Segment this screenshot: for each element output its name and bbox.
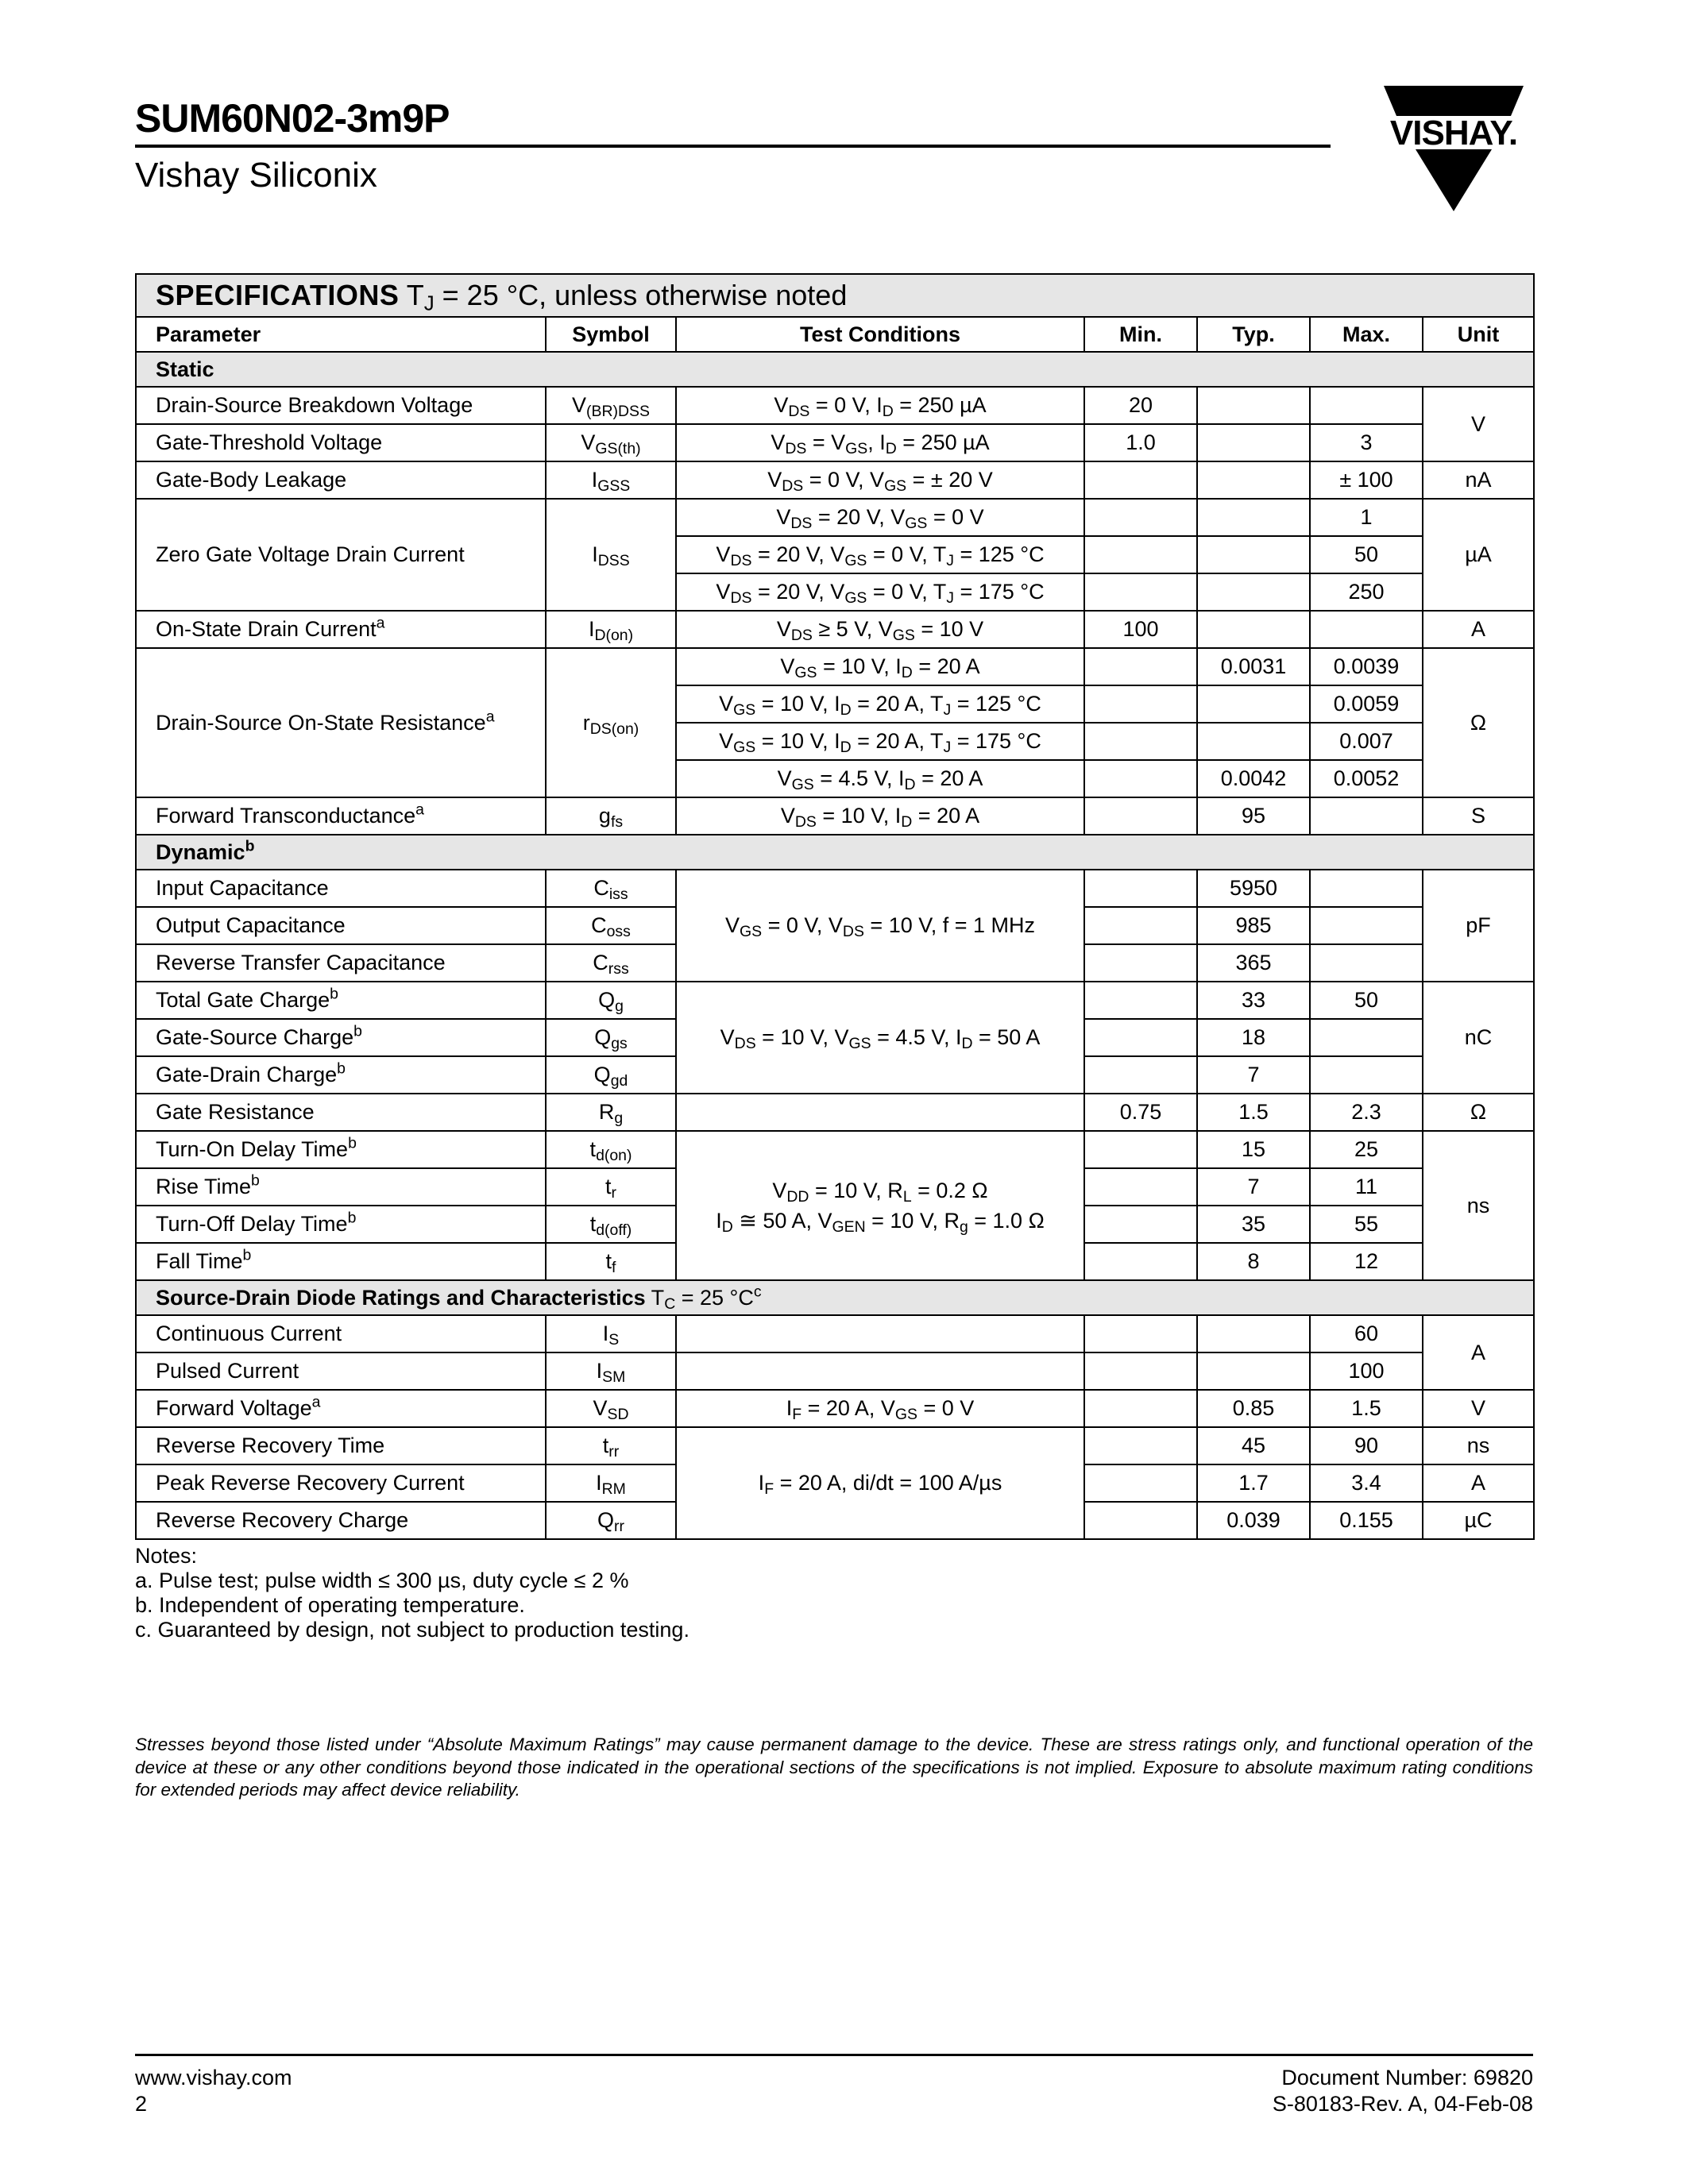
- table-cell: $V_{DD} = 10$ V, $R_L = 0.2$ Ω $I_D$ ≅ 50 A, $V_{GEN} = 10$ V, $R_g = 1.0$ Ω: [676, 1131, 1084, 1280]
- table-cell: $V_{GS} = 10$ V, $I_D = 20$ A, $T_J = 175$ °C: [676, 723, 1084, 760]
- table-cell: [1084, 1352, 1197, 1390]
- table-cell: 250: [1310, 573, 1423, 611]
- table-cell: [1310, 944, 1423, 982]
- table-cell: 90: [1310, 1427, 1423, 1464]
- table-cell: [1197, 573, 1310, 611]
- table-cell: 25: [1310, 1131, 1423, 1168]
- table-cell: $V_{SD}$: [546, 1390, 676, 1427]
- table-cell: pF: [1423, 870, 1534, 982]
- table-cell: 1.5: [1197, 1094, 1310, 1131]
- col-test-conditions: Test Conditions: [676, 317, 1084, 352]
- table-cell: Static: [136, 352, 1534, 387]
- table-cell: [1084, 723, 1197, 760]
- table-cell: Dynamic$^b$: [136, 835, 1534, 870]
- table-row: [136, 1390, 1534, 1427]
- table-cell: [1084, 648, 1197, 685]
- table-cell: Turn-Off Delay Time$^b$: [136, 1206, 546, 1243]
- note-a: a. Pulse test; pulse width ≤ 300 µs, duty cycle ≤ 2 %: [135, 1569, 629, 1592]
- table-cell: $V_{DS} = 0$ V, $V_{GS}$ = ± 20 V: [676, 461, 1084, 499]
- footer-left: [135, 2065, 292, 2117]
- table-cell: 7: [1197, 1056, 1310, 1094]
- table-cell: $V_{DS} = 20$ V, $V_{GS} = 0$ V: [676, 499, 1084, 536]
- table-cell: [1084, 1390, 1197, 1427]
- table-cell: [1197, 685, 1310, 723]
- table-cell: $Q_g$: [546, 982, 676, 1019]
- table-cell: 1.7: [1197, 1464, 1310, 1502]
- table-cell: Forward Transconductance$^a$: [136, 797, 546, 835]
- table-cell: [1197, 1352, 1310, 1390]
- table-cell: [1084, 1206, 1197, 1243]
- table-row: [136, 870, 1534, 907]
- table-cell: $Q_{rr}$: [546, 1502, 676, 1539]
- table-cell: [1310, 387, 1423, 424]
- table-cell: 0.0059: [1310, 685, 1423, 723]
- table-cell: [1084, 536, 1197, 573]
- notes: [135, 1544, 689, 1642]
- table-cell: [1084, 461, 1197, 499]
- table-cell: [1084, 797, 1197, 835]
- table-title: SPECIFICATIONS $T_J = 25$ °C, unless otherwise noted: [136, 274, 1534, 317]
- table-cell: $C_{oss}$: [546, 907, 676, 944]
- table-cell: $t_{d(off)}$: [546, 1206, 676, 1243]
- company-name: Vishay Siliconix: [135, 156, 377, 195]
- table-cell: $V_{GS} = 0$ V, $V_{DS} = 10$ V, f = 1 MHz: [676, 870, 1084, 982]
- table-cell: [1084, 1056, 1197, 1094]
- website-link[interactable]: www.vishay.com: [135, 2066, 292, 2089]
- table-row: [136, 1315, 1534, 1352]
- table-cell: 3: [1310, 424, 1423, 461]
- table-cell: 18: [1197, 1019, 1310, 1056]
- table-cell: [1197, 1315, 1310, 1352]
- table-cell: [1197, 723, 1310, 760]
- table-cell: $C_{rss}$: [546, 944, 676, 982]
- table-cell: 0.0031: [1197, 648, 1310, 685]
- table-cell: V: [1423, 387, 1534, 461]
- table-cell: Turn-On Delay Time$^b$: [136, 1131, 546, 1168]
- table-cell: Drain-Source On-State Resistance$^a$: [136, 648, 546, 797]
- table-cell: 11: [1310, 1168, 1423, 1206]
- section-dynamic: [136, 835, 1534, 870]
- table-cell: Fall Time$^b$: [136, 1243, 546, 1280]
- table-cell: 50: [1310, 982, 1423, 1019]
- table-cell: [1310, 870, 1423, 907]
- specifications-table: [135, 273, 1535, 1540]
- table-cell: 0.0052: [1310, 760, 1423, 797]
- table-cell: Source-Drain Diode Ratings and Characteristics $T_C = 25$ $^\circ C^c$: [136, 1280, 1534, 1315]
- table-cell: [1084, 760, 1197, 797]
- table-cell: [1310, 907, 1423, 944]
- table-cell: $R_g$: [546, 1094, 676, 1131]
- specifications-table-wrap: [135, 273, 1533, 1540]
- note-b: b. Independent of operating temperature.: [135, 1593, 525, 1617]
- table-cell: 33: [1197, 982, 1310, 1019]
- table-cell: [1084, 870, 1197, 907]
- table-row: [136, 1131, 1534, 1168]
- table-cell: Total Gate Charge$^b$: [136, 982, 546, 1019]
- table-row: [136, 1094, 1534, 1131]
- table-cell: $V_{DS} = V_{GS}$, $I_D = 250$ µA: [676, 424, 1084, 461]
- table-cell: A: [1423, 611, 1534, 648]
- table-cell: 100: [1084, 611, 1197, 648]
- table-cell: ns: [1423, 1131, 1534, 1280]
- table-cell: 0.039: [1197, 1502, 1310, 1539]
- part-number: SUM60N02-3m9P: [135, 96, 450, 141]
- table-title-row: [136, 274, 1534, 317]
- table-cell: [1197, 461, 1310, 499]
- table-cell: [1197, 387, 1310, 424]
- document-number: Document Number: 69820: [1281, 2066, 1533, 2089]
- table-cell: 15: [1197, 1131, 1310, 1168]
- table-cell: 20: [1084, 387, 1197, 424]
- table-cell: 985: [1197, 907, 1310, 944]
- table-cell: [1197, 499, 1310, 536]
- table-cell: 0.0042: [1197, 760, 1310, 797]
- table-cell: $V_{DS} = 0$ V, $I_D = 250$ µA: [676, 387, 1084, 424]
- table-cell: [1310, 611, 1423, 648]
- table-cell: On-State Drain Current$^a$: [136, 611, 546, 648]
- table-row: [136, 1427, 1534, 1464]
- header-rule: [135, 145, 1331, 148]
- table-cell: $V_{GS} = 10$ V, $I_D = 20$ A: [676, 648, 1084, 685]
- table-cell: [1084, 982, 1197, 1019]
- table-cell: $I_{D(on)}$: [546, 611, 676, 648]
- table-cell: 55: [1310, 1206, 1423, 1243]
- table-cell: 2.3: [1310, 1094, 1423, 1131]
- table-cell: 0.007: [1310, 723, 1423, 760]
- table-cell: $I_F = 20$ A, di/dt = 100 A/µs: [676, 1427, 1084, 1539]
- col-symbol: Symbol: [546, 317, 676, 352]
- table-cell: $t_r$: [546, 1168, 676, 1206]
- table-cell: $I_S$: [546, 1315, 676, 1352]
- table-cell: $C_{iss}$: [546, 870, 676, 907]
- table-row: [136, 611, 1534, 648]
- table-cell: [676, 1352, 1084, 1390]
- logo-text: VISHAY.: [1389, 114, 1518, 152]
- table-cell: nA: [1423, 461, 1534, 499]
- table-cell: 12: [1310, 1243, 1423, 1280]
- table-cell: [1310, 797, 1423, 835]
- table-row: [136, 499, 1534, 536]
- table-cell: 100: [1310, 1352, 1423, 1390]
- table-cell: [1084, 499, 1197, 536]
- table-cell: $I_{RM}$: [546, 1464, 676, 1502]
- table-cell: A: [1423, 1315, 1534, 1390]
- table-cell: [1310, 1019, 1423, 1056]
- table-cell: 5950: [1197, 870, 1310, 907]
- table-cell: Output Capacitance: [136, 907, 546, 944]
- table-cell: µC: [1423, 1502, 1534, 1539]
- table-row: [136, 797, 1534, 835]
- col-typ: Typ.: [1197, 317, 1310, 352]
- table-cell: $V_{DS} = 20$ V, $V_{GS} = 0$ V, $T_J = 175$ °C: [676, 573, 1084, 611]
- table-cell: [1084, 1131, 1197, 1168]
- table-row: [136, 1352, 1534, 1390]
- table-cell: Reverse Recovery Charge: [136, 1502, 546, 1539]
- table-cell: 0.0039: [1310, 648, 1423, 685]
- table-cell: [1084, 907, 1197, 944]
- table-cell: ± 100: [1310, 461, 1423, 499]
- table-cell: 60: [1310, 1315, 1423, 1352]
- table-cell: [1084, 1502, 1197, 1539]
- table-cell: [1197, 611, 1310, 648]
- table-cell: $V_{(BR)DSS}$: [546, 387, 676, 424]
- table-cell: ns: [1423, 1427, 1534, 1464]
- table-cell: $t_{d(on)}$: [546, 1131, 676, 1168]
- table-cell: 7: [1197, 1168, 1310, 1206]
- section-static: [136, 352, 1534, 387]
- table-cell: nC: [1423, 982, 1534, 1094]
- table-cell: $Q_{gs}$: [546, 1019, 676, 1056]
- col-max: Max.: [1310, 317, 1423, 352]
- table-cell: Gate Resistance: [136, 1094, 546, 1131]
- table-cell: V: [1423, 1390, 1534, 1427]
- table-cell: Rise Time$^b$: [136, 1168, 546, 1206]
- table-cell: $I_{GSS}$: [546, 461, 676, 499]
- table-header-row: [136, 317, 1534, 352]
- table-cell: 8: [1197, 1243, 1310, 1280]
- table-row: [136, 424, 1534, 461]
- table-cell: 1.5: [1310, 1390, 1423, 1427]
- table-cell: $V_{GS(th)}$: [546, 424, 676, 461]
- section-diode: [136, 1280, 1534, 1315]
- table-cell: Gate-Threshold Voltage: [136, 424, 546, 461]
- vishay-logo: [1374, 84, 1533, 216]
- table-cell: Ω: [1423, 648, 1534, 797]
- table-cell: [1084, 1019, 1197, 1056]
- table-cell: 0.85: [1197, 1390, 1310, 1427]
- table-cell: A: [1423, 1464, 1534, 1502]
- table-cell: 1: [1310, 499, 1423, 536]
- table-cell: S: [1423, 797, 1534, 835]
- table-cell: Reverse Transfer Capacitance: [136, 944, 546, 982]
- table-row: [136, 461, 1534, 499]
- table-cell: $V_{DS} = 10$ V, $I_D = 20$ A: [676, 797, 1084, 835]
- stress-disclaimer: Stresses beyond those listed under “Absolute Maximum Ratings” may cause permanent damage to the device. These are stress ratings only, and functional operation of the device at these or any other conditions beyond those indicated in the operational sections of the specifications is not implied. Exposure to absolute maximum rating conditions for extended periods may affect device reliability.: [135, 1734, 1533, 1800]
- table-cell: Drain-Source Breakdown Voltage: [136, 387, 546, 424]
- table-cell: $t_{rr}$: [546, 1427, 676, 1464]
- table-cell: [1084, 1427, 1197, 1464]
- table-cell: [1084, 1464, 1197, 1502]
- table-cell: $I_{SM}$: [546, 1352, 676, 1390]
- table-cell: Forward Voltage$^a$: [136, 1390, 546, 1427]
- table-cell: Pulsed Current: [136, 1352, 546, 1390]
- table-cell: [1084, 685, 1197, 723]
- table-cell: 50: [1310, 536, 1423, 573]
- footer-right: [1273, 2065, 1533, 2117]
- table-cell: 0.155: [1310, 1502, 1423, 1539]
- table-cell: 1.0: [1084, 424, 1197, 461]
- table-cell: $V_{DS} \ge 5$ V, $V_{GS} = 10$ V: [676, 611, 1084, 648]
- table-cell: Gate-Drain Charge$^b$: [136, 1056, 546, 1094]
- table-row: [136, 387, 1534, 424]
- table-cell: 365: [1197, 944, 1310, 982]
- table-cell: $I_{DSS}$: [546, 499, 676, 611]
- table-cell: $I_F = 20$ A, $V_{GS} = 0$ V: [676, 1390, 1084, 1427]
- table-row: [136, 982, 1534, 1019]
- note-c: c. Guaranteed by design, not subject to production testing.: [135, 1618, 689, 1642]
- table-cell: [1084, 573, 1197, 611]
- table-cell: Gate-Body Leakage: [136, 461, 546, 499]
- table-cell: $T_J = 25$ °C, unless otherwise noted: [399, 279, 848, 315]
- table-cell: [1197, 536, 1310, 573]
- table-cell: [676, 1315, 1084, 1352]
- table-cell: Reverse Recovery Time: [136, 1427, 546, 1464]
- table-cell: [1310, 1056, 1423, 1094]
- table-cell: $V_{GS} = 4.5$ V, $I_D = 20$ A: [676, 760, 1084, 797]
- table-cell: 45: [1197, 1427, 1310, 1464]
- table-cell: 35: [1197, 1206, 1310, 1243]
- col-unit: Unit: [1423, 317, 1534, 352]
- col-parameter: Parameter: [136, 317, 546, 352]
- table-cell: [676, 1094, 1084, 1131]
- table-cell: Peak Reverse Recovery Current: [136, 1464, 546, 1502]
- table-cell: Gate-Source Charge$^b$: [136, 1019, 546, 1056]
- table-cell: 95: [1197, 797, 1310, 835]
- table-cell: $V_{GS} = 10$ V, $I_D = 20$ A, $T_J = 125$ °C: [676, 685, 1084, 723]
- table-cell: [1084, 944, 1197, 982]
- table-cell: Input Capacitance: [136, 870, 546, 907]
- table-cell: [1084, 1243, 1197, 1280]
- table-cell: [1084, 1168, 1197, 1206]
- table-cell: [1084, 1315, 1197, 1352]
- notes-heading: Notes:: [135, 1544, 198, 1568]
- table-cell: [1197, 424, 1310, 461]
- table-cell: $Q_{gd}$: [546, 1056, 676, 1094]
- table-cell: Ω: [1423, 1094, 1534, 1131]
- table-cell: Zero Gate Voltage Drain Current: [136, 499, 546, 611]
- revision: S-80183-Rev. A, 04-Feb-08: [1272, 2092, 1533, 2116]
- footer-rule: [135, 2054, 1533, 2056]
- table-cell: Continuous Current: [136, 1315, 546, 1352]
- page-number: 2: [135, 2092, 148, 2116]
- col-min: Min.: [1084, 317, 1197, 352]
- table-row: [136, 648, 1534, 685]
- table-cell: $V_{DS} = 20$ V, $V_{GS} = 0$ V, $T_J = 125$ °C: [676, 536, 1084, 573]
- table-cell: $r_{DS(on)}$: [546, 648, 676, 797]
- table-cell: $t_f$: [546, 1243, 676, 1280]
- table-cell: 0.75: [1084, 1094, 1197, 1131]
- table-cell: $g_{fs}$: [546, 797, 676, 835]
- table-cell: $V_{DS} = 10$ V, $V_{GS} = 4.5$ V, $I_D = 50$ A: [676, 982, 1084, 1094]
- table-cell: 3.4: [1310, 1464, 1423, 1502]
- table-cell: µA: [1423, 499, 1534, 611]
